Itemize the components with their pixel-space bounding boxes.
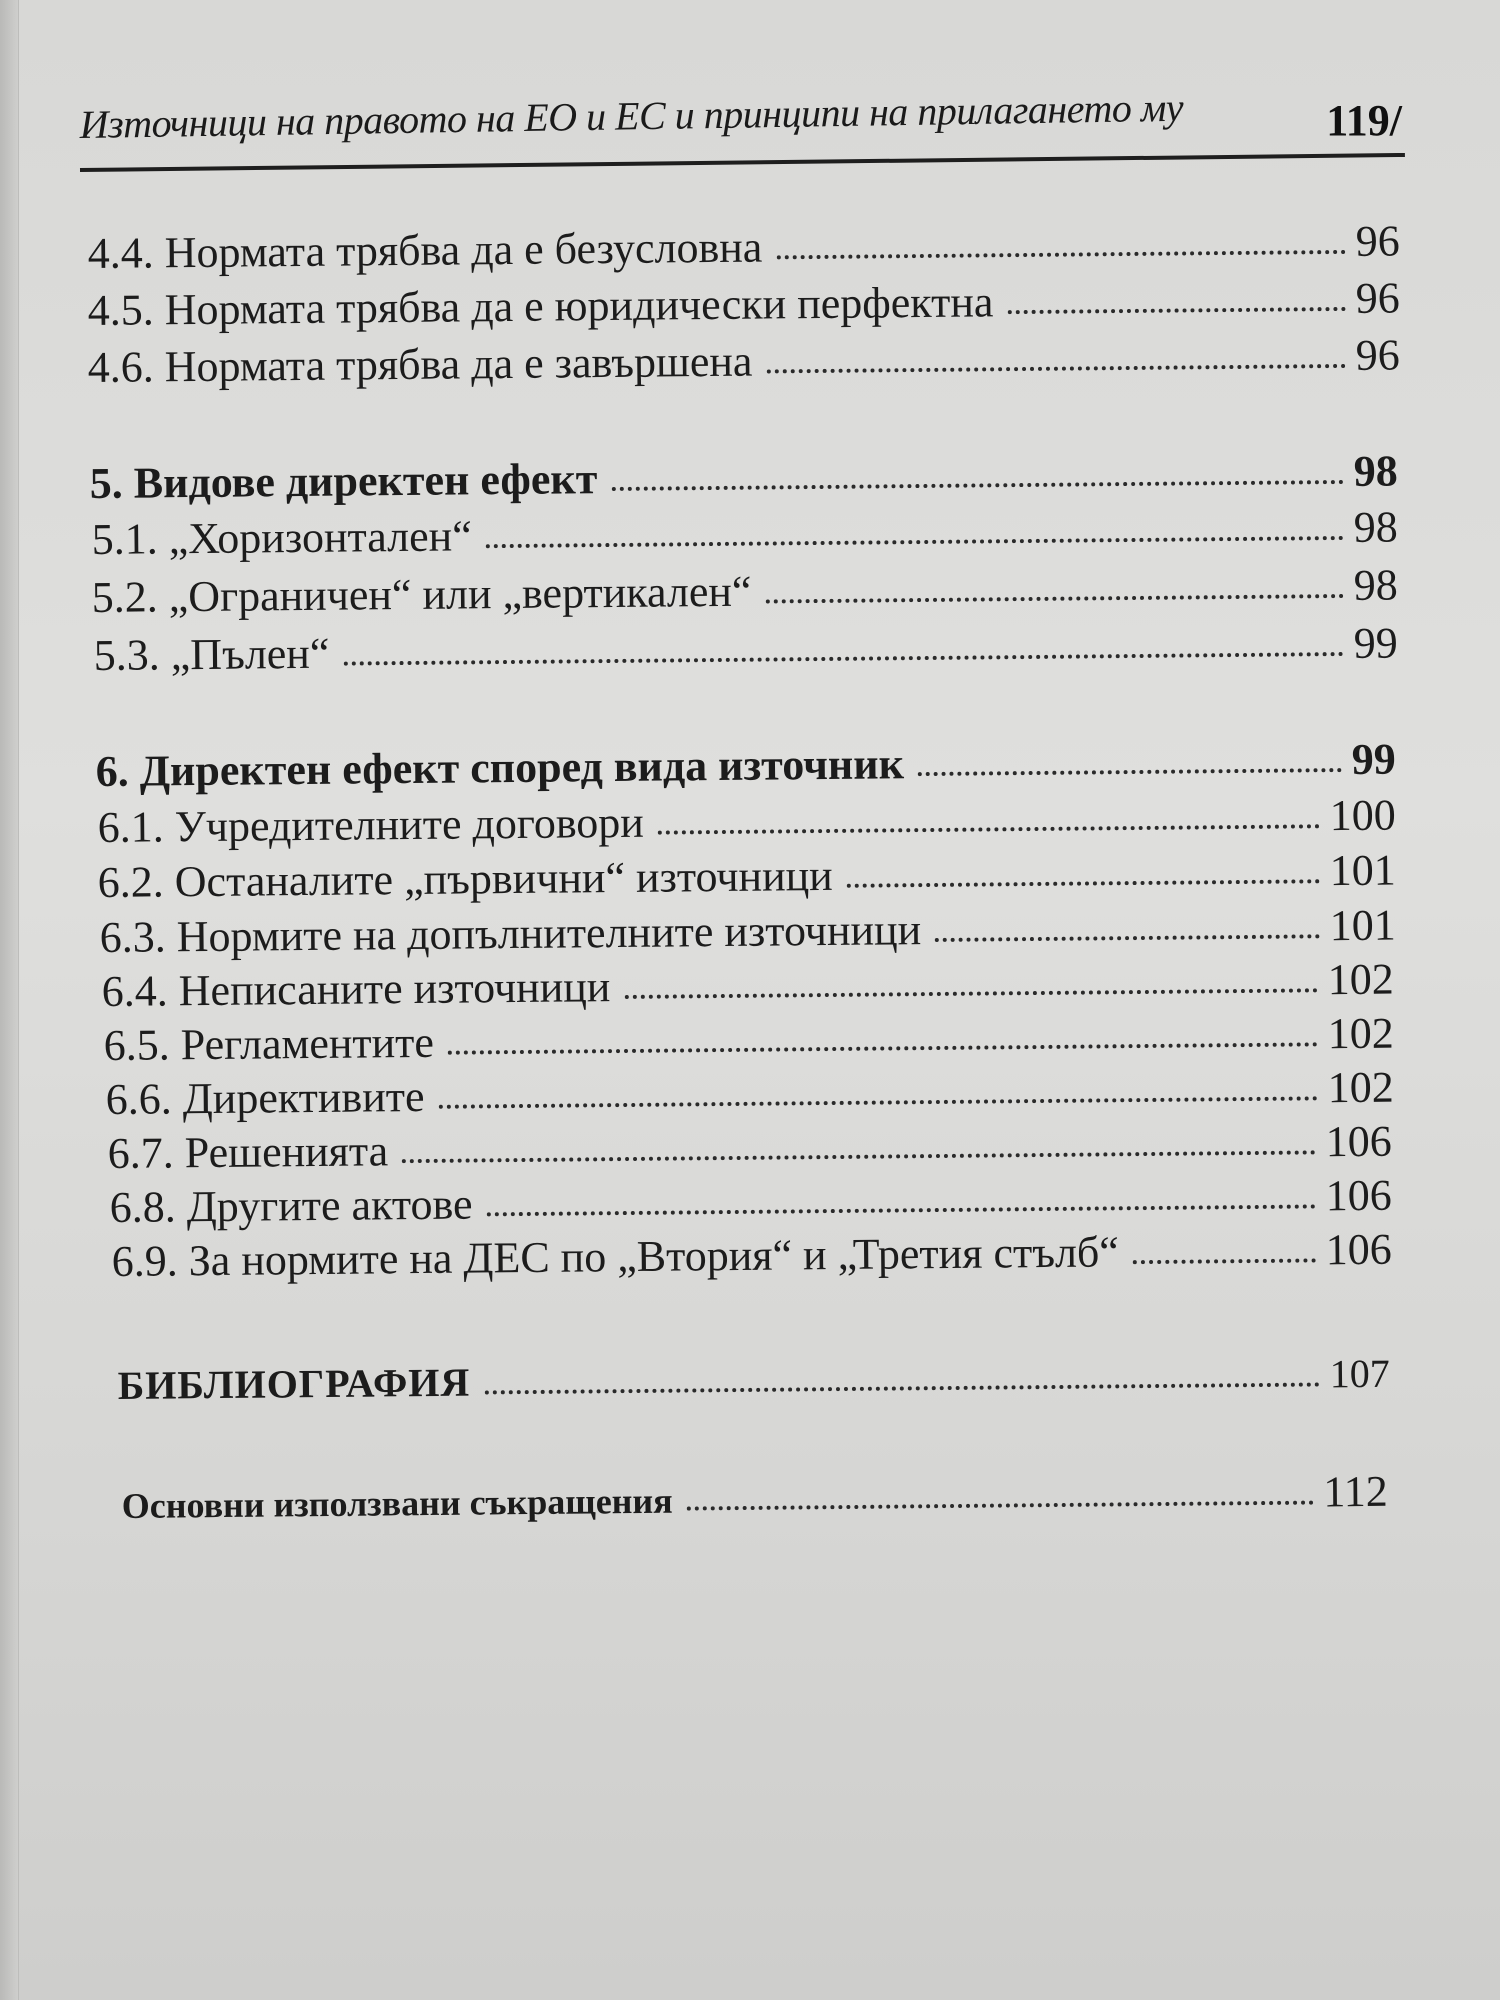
toc-entry-page: 96 <box>1355 216 1400 266</box>
toc-entry-page: 99 <box>1353 618 1398 668</box>
toc-entry-page: 106 <box>1325 1170 1392 1221</box>
dot-leader <box>1133 1258 1316 1264</box>
toc-entry-5-2[interactable] <box>92 559 1398 623</box>
toc-entry-page: 102 <box>1327 1062 1394 1113</box>
toc-entry-label: 6.2. Останалите „първични“ източници <box>97 850 833 908</box>
toc-entry-4-4[interactable] <box>88 215 1400 279</box>
toc-entry-6-3[interactable] <box>100 900 1396 963</box>
dot-leader <box>658 824 1320 834</box>
toc-entry-6-5[interactable] <box>104 1008 1394 1071</box>
dot-leader <box>486 535 1344 547</box>
toc-entry-page: 98 <box>1353 502 1398 552</box>
toc-entry-page: 107 <box>1329 1350 1390 1397</box>
toc-entry-page: 96 <box>1355 330 1400 380</box>
dot-leader <box>776 249 1345 258</box>
toc-entry-6-1[interactable] <box>98 790 1396 853</box>
toc-entry-label: 6.3. Нормите на допълнителните източници <box>99 905 922 963</box>
toc-entry-label: 6.1. Учредителните договори <box>97 797 645 853</box>
dot-leader <box>935 934 1320 942</box>
toc-abbreviations[interactable] <box>122 1466 1388 1529</box>
dot-leader <box>487 1204 1316 1216</box>
dot-leader <box>402 1150 1316 1163</box>
toc-entry-label: 6.8. Другите актове <box>109 1179 473 1232</box>
toc-entry-page: 99 <box>1351 734 1396 784</box>
dot-leader <box>918 768 1342 776</box>
toc-entry-5-1[interactable] <box>92 501 1398 565</box>
toc-entry-label: 6.9. За нормите на ДЕС по „Втория“ и „Третия стълб“ <box>111 1227 1120 1286</box>
toc-entry-page: 102 <box>1327 1008 1394 1059</box>
toc-entry-label: 5.2. „Ограничен“ или „вертикален“ <box>91 566 752 623</box>
toc-entry-6-7[interactable] <box>108 1116 1392 1179</box>
toc-entry-label: 5.3. „Пълен“ <box>93 628 330 681</box>
toc-entry-6-4[interactable] <box>102 954 1394 1017</box>
toc-entry-page: 102 <box>1327 954 1394 1005</box>
dot-leader <box>687 1500 1314 1510</box>
dot-leader <box>766 593 1344 603</box>
dot-leader <box>611 479 1343 490</box>
toc-entry-page: 100 <box>1329 790 1396 841</box>
toc-bibliography[interactable] <box>118 1350 1390 1409</box>
toc-entry-page: 101 <box>1329 900 1396 951</box>
toc-entry-page: 101 <box>1329 845 1396 896</box>
dot-leader <box>624 988 1317 999</box>
dot-leader <box>847 879 1320 888</box>
toc-entry-4-5[interactable] <box>88 272 1400 336</box>
toc-entry-6-2[interactable] <box>98 845 1396 908</box>
toc-entry-page: 106 <box>1325 1224 1392 1275</box>
dot-leader <box>343 652 1343 666</box>
toc-entry-page: 98 <box>1353 560 1398 610</box>
toc-entry-label: 5.1. „Хоризонтален“ <box>91 511 472 565</box>
toc-entry-page: 98 <box>1353 446 1398 496</box>
dot-leader <box>439 1096 1318 1108</box>
toc-entry-label: 6.4. Неписаните източници <box>101 962 611 1017</box>
toc-entry-label: 4.5. Нормата трябва да е юридически перфектна <box>87 277 994 336</box>
dot-leader <box>448 1042 1318 1054</box>
dot-leader <box>484 1382 1319 1394</box>
toc-entry-5-3[interactable] <box>94 617 1398 681</box>
toc-entry-page: 96 <box>1355 273 1400 323</box>
toc-entry-label: 5. Видове директен ефект <box>89 454 598 509</box>
page-number: 119/ <box>1326 96 1402 145</box>
running-header-title: Източници на правото на ЕО и ЕС и принципи на прилагането му <box>79 84 1184 148</box>
toc-entry-4-6[interactable] <box>88 329 1400 393</box>
toc-entry-label: 4.4. Нормата трябва да е безусловна <box>87 222 763 279</box>
toc-entry-6-6[interactable] <box>106 1062 1394 1125</box>
toc-entry-6-8[interactable] <box>110 1170 1392 1233</box>
toc-entry-6-9[interactable] <box>112 1224 1392 1287</box>
dot-leader <box>767 363 1346 373</box>
toc-entry-page: 106 <box>1325 1116 1392 1167</box>
toc-entry-label: 6. Директен ефект според вида източник <box>95 739 905 797</box>
dot-leader <box>1007 306 1345 313</box>
toc-section-6[interactable] <box>96 734 1396 797</box>
toc-section-5[interactable] <box>90 445 1398 509</box>
toc-entry-label: 4.6. Нормата трябва да е завършена <box>87 336 753 393</box>
toc-entry-label: 6.7. Решенията <box>107 1126 389 1178</box>
toc-entry-label: 6.5. Регламентите <box>103 1017 435 1070</box>
toc-entry-label: 6.6. Директивите <box>105 1071 425 1124</box>
toc-entry-label: Основни използвани съкращения <box>121 1480 673 1527</box>
toc-entry-label: БИБЛИОГРАФИЯ <box>117 1359 471 1408</box>
toc-entry-page: 112 <box>1323 1466 1388 1517</box>
